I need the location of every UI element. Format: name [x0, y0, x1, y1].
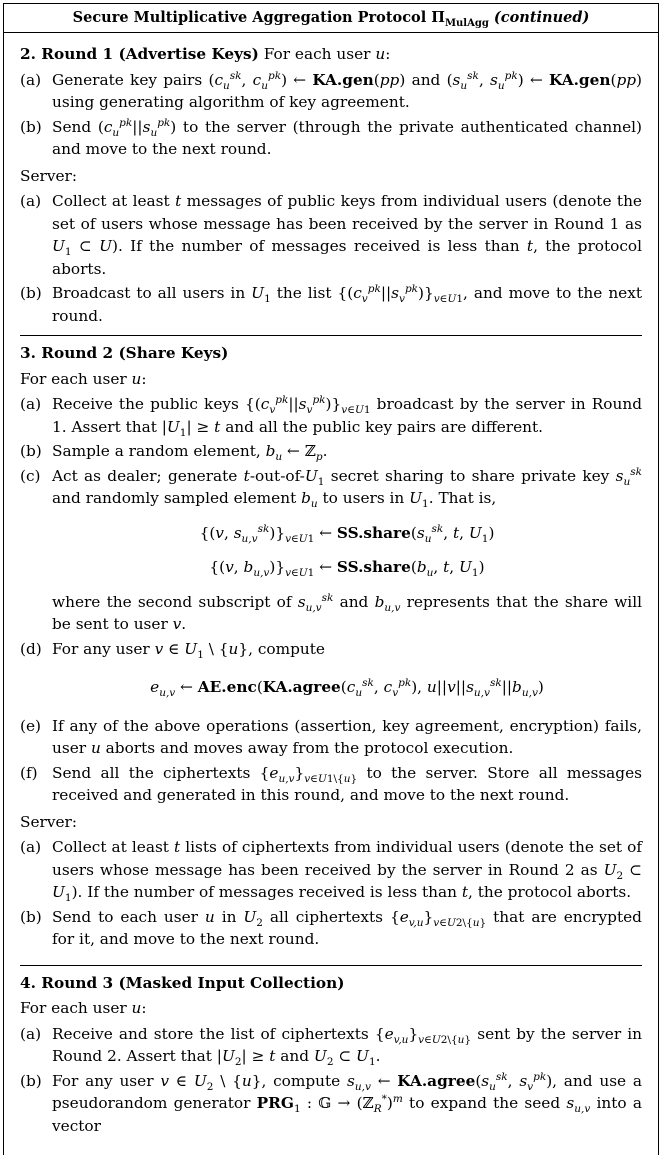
round1-server-label: Server: [20, 166, 78, 185]
equation-share-element: {(v, $b_{u,v})\}_{v\in U1}$ ← $SS.share(b_u$, t, $U_1$) [209, 558, 485, 580]
round3-heading [20, 972, 642, 995]
title-main: Secure Multiplicative Aggregation Protocol Π [72, 9, 445, 26]
round2-step-f: (f) Send all the ciphertexts $\{e_{u,v}\}_{v\in U1\backslash\{u\}}$ to the server. Store all messages received and generated in this round, and move to the next round. [20, 763, 642, 804]
round1-server-steps [20, 190, 642, 327]
round3-step-a: (a) Receive and store the list of ciphertexts $\{e_{v,u}\}_{v\in U2\backslash\{u\}}$ sent by the server in Round 2. Assert that $|U_2| \ge t$ and $U_2$ ⊂ $U_1$. [20, 1024, 642, 1069]
round2-server-label: Server: [20, 812, 78, 831]
round2-server-steps [20, 836, 642, 951]
round2-title: 3. Round 2 (Share Keys) [20, 344, 229, 362]
round2-step-c: (c) Act as dealer; generate $t-out-of-U_1$ secret sharing to share private key $s_u^{sk}$ and randomly sampled element $b_u$ to users in $U_1$. That is, {(v, $s_{u,v}^{sk})\}_{v\in U1}$ ← $SS.share(s_u^{sk}$, t, $U_1$) {(v, $b_{u,v})\}_{v\in U1}$ ← $SS.share(b_u$, t, $U_1$) where the second subscript of $s_{u,v}^{sk}$ and $b_{u,v}$ represents that the share will be sent to user v. [20, 465, 642, 633]
round2-step-d: (d) For any user v ∈ $U_1$ \ {u}, compute $e_{u,v}$ ← $AE.enc(KA.agree(c_u^{sk}$, $c_v^{pk}$), $u||v||s_{u,v}^{sk}||b_{u,v}$) [20, 638, 642, 699]
round1-server-step-a: (a) Collect at least t messages of public keys from individual users (denote the set of users whose message has been received by the server in Round 1 as $U_1$ ⊂ U). If the number of messages received is less than t, the protocol aborts. [20, 192, 642, 278]
round2-heading [20, 342, 642, 365]
round2-step-a: (a) Receive the public keys $\{(c_v^{pk}||s_v^{pk})\}_{v\in U1}$ broadcast by the server in Round 1. Assert that $|U_1| \ge t$ and all the public key pairs are different. [20, 393, 642, 439]
equation-encrypt: $e_{u,v}$ ← $AE.enc(KA.agree(c_u^{sk}$, $c_v^{pk}$), $u||v||s_{u,v}^{sk}||b_{u,v}$) [150, 676, 544, 700]
section-divider [20, 335, 642, 336]
protocol-title [4, 4, 658, 33]
section-divider [20, 965, 642, 966]
round1-heading: 2. Round 1 (Advertise Keys) For each user u: [20, 45, 391, 63]
equation-share-key: {(v, $s_{u,v}^{sk})\}_{v\in U1}$ ← $SS.share(s_u^{sk}$, t, $U_1$) [199, 522, 495, 545]
round1-step-b: (b) Send $(c_u^{pk}||s_u^{pk})$ to the server (through the private authenticated channel) and move to the next round. [20, 116, 642, 158]
round2-user-steps [20, 393, 642, 807]
round1-step-a: (a) Generate key pairs ($c_u^{sk}$, $c_u^{pk}$) ← KA.gen(pp) and ($s_u^{sk}$, $s_u^{pk}$) ← KA.gen(pp) using generating algorithm of key agreement. [20, 69, 642, 111]
title-continued: (continued) [493, 9, 590, 26]
protocol-box [3, 3, 659, 1155]
round3-step-b: (b) For any user v ∈ $U_2$ \ {u}, compute $s_{u,v}$ ← $KA.agree(s_u^{sk}$, $s_v^{pk}$), and use a pseudorandom generator $PRG_1$ : 𝔾 → (ℤ$_R$*)$^m$ to expand the seed $s_{u,v}$ into a vector [20, 1070, 642, 1135]
round2-server-step-b: (b) Send to each user u in $U_2$ all ciphertexts $\{e_{v,u}\}_{v\in U2\backslash\{u\}}$ that are encrypted for it, and move to the next round. [20, 907, 642, 948]
round3-user-steps [20, 1023, 642, 1138]
round2-user-intro: For each user u: [20, 369, 147, 388]
round1-title: 2. Round 1 (Advertise Keys) [20, 45, 259, 63]
round1-server-step-b: (b) Broadcast to all users in $U_1$ the list $\{(c_v^{pk}||s_v^{pk})\}_{v\in U1}$, and move to the next round. [20, 282, 642, 325]
round3-user-intro: For each user u: [20, 999, 147, 1017]
round1-user-steps [20, 69, 642, 161]
protocol-content [4, 43, 658, 1137]
round2-server-step-a: (a) Collect at least t lists of ciphertexts from individual users (denote the set of users whose message has been received by the server in Round 2 as $U_2$ ⊂ $U_1$). If the number of messages received is less than t, the protocol aborts. [20, 838, 642, 905]
title-sub: MulAgg [444, 17, 489, 29]
round3-title: 4. Round 3 (Masked Input Collection) [20, 973, 345, 992]
round2-step-b: (b) Sample a random element, $b_u$ ← ℤ$_p$. [20, 442, 328, 464]
round2-step-e: (e) If any of the above operations (assertion, key agreement, encryption) fails, user u aborts and moves away from the protocol execution. [20, 716, 642, 757]
